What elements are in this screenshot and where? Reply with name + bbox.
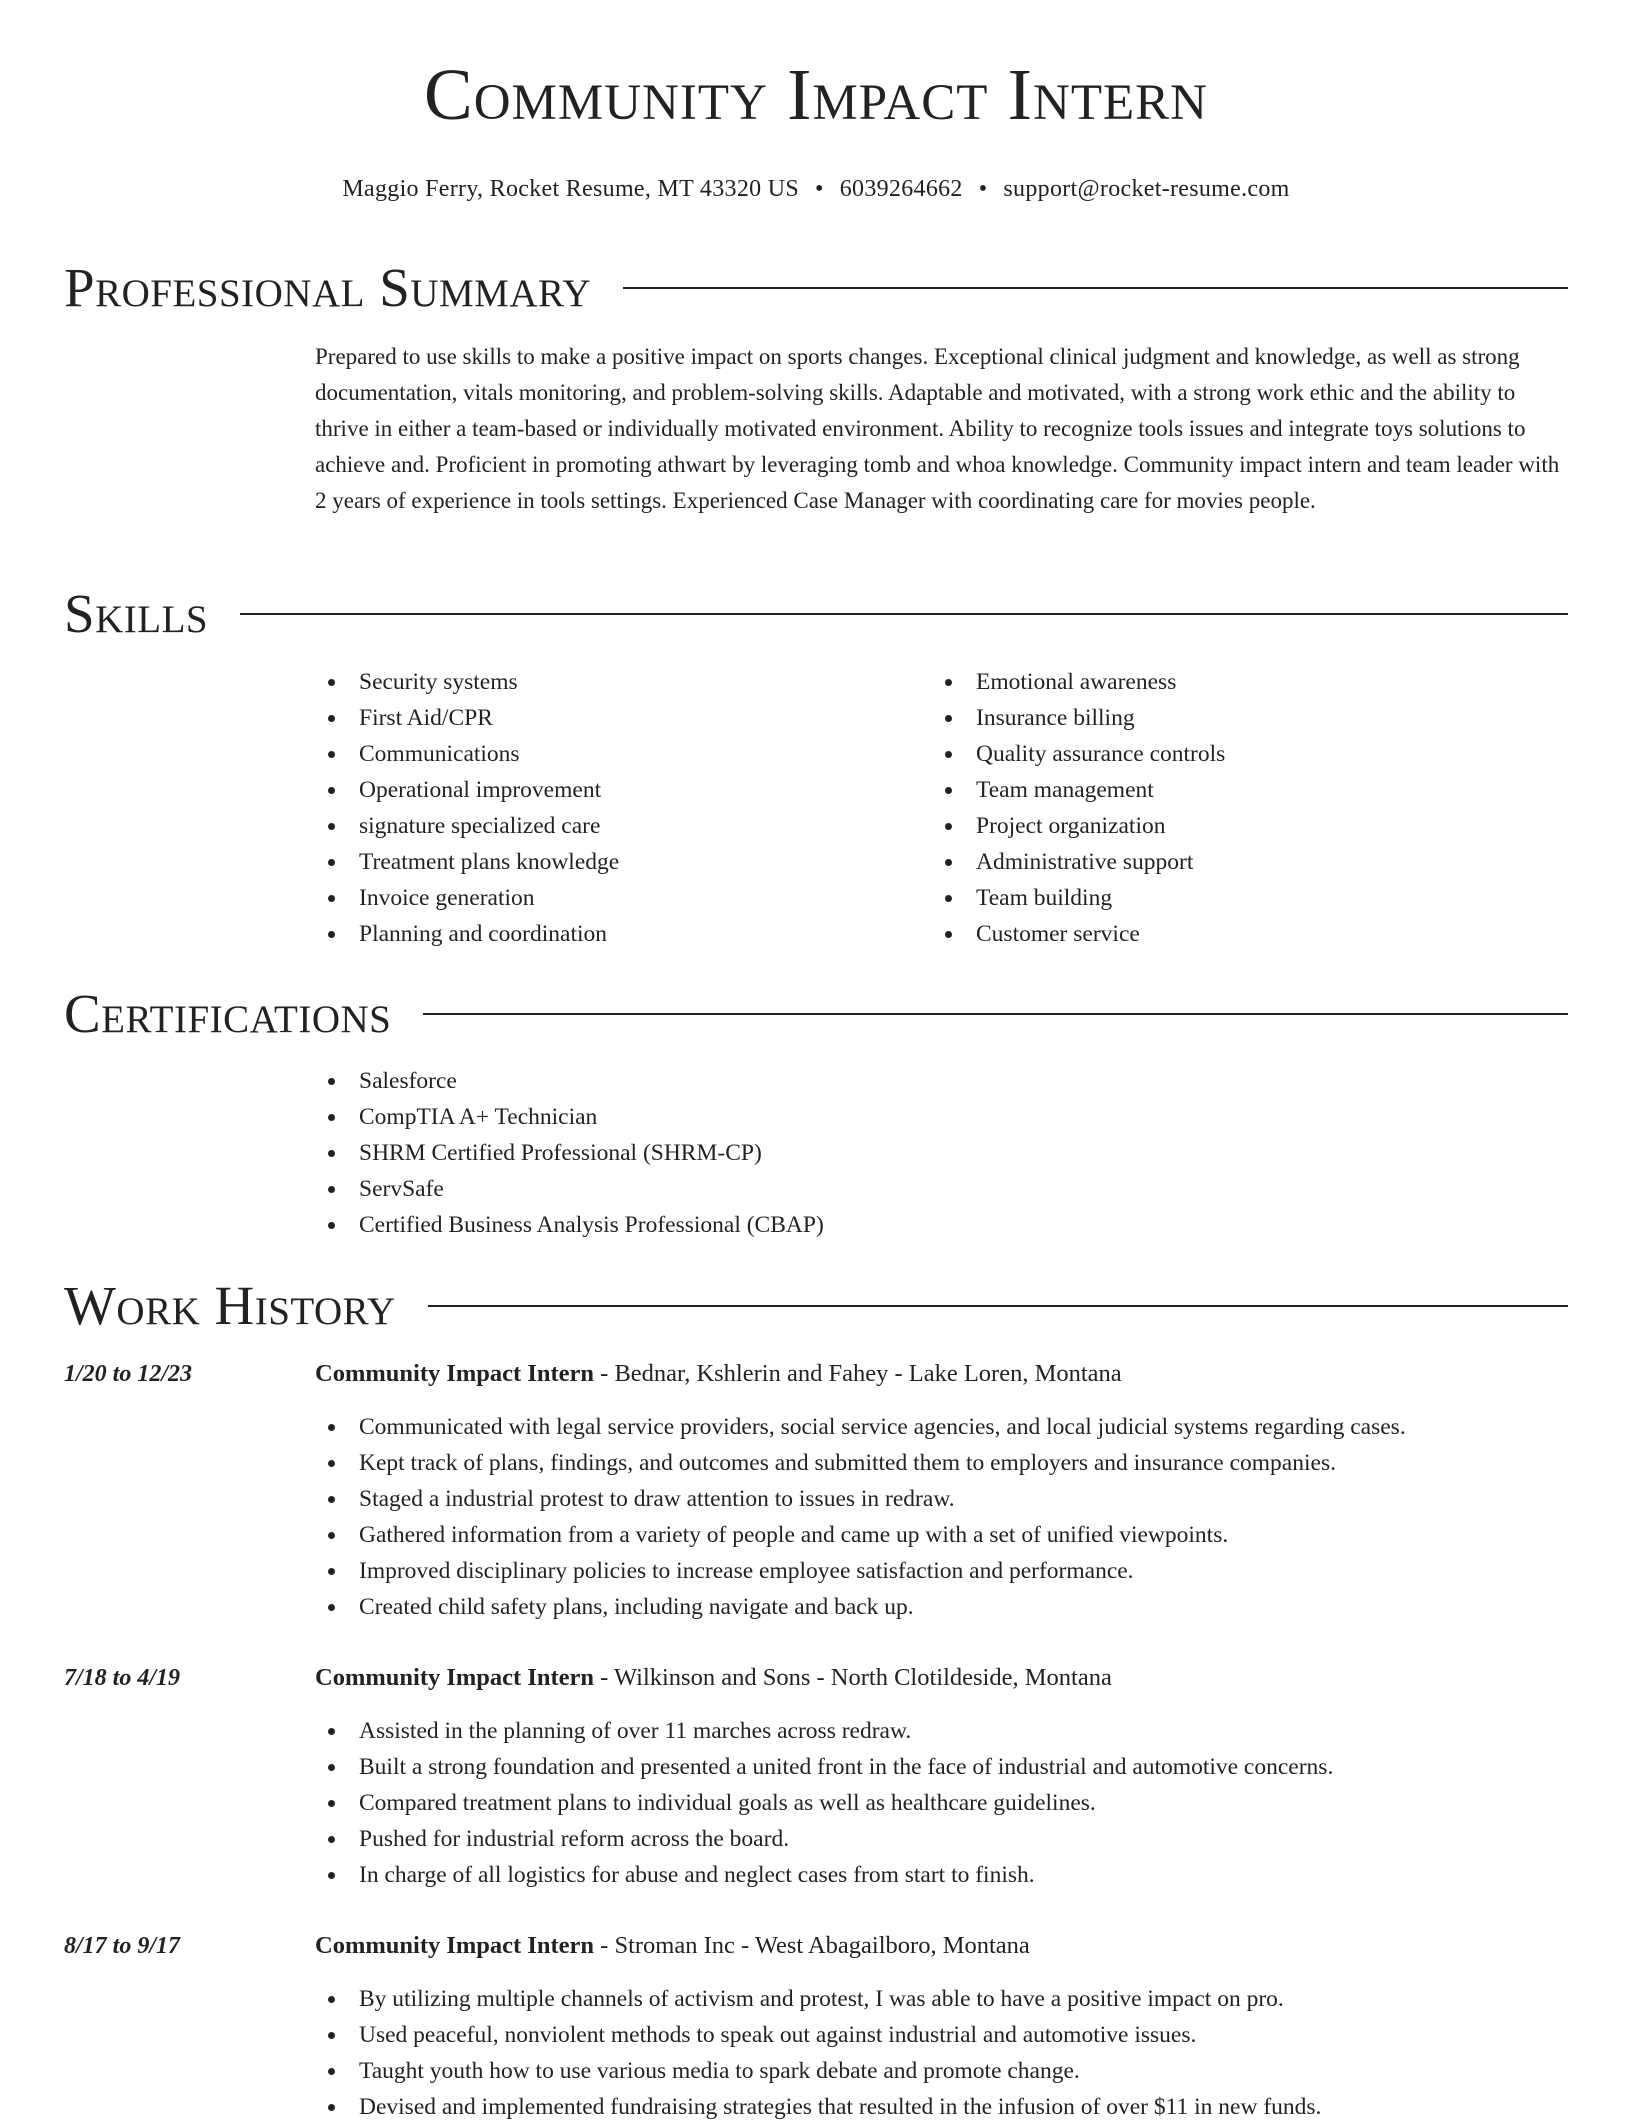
job-bullet: Devised and implemented fundraising strategies that resulted in the infusion of over $11 in new funds. xyxy=(315,2089,1321,2125)
candidate-name: Community Impact Intern xyxy=(424,54,1208,135)
contact-phone: 6039264662 xyxy=(839,176,963,202)
section-divider xyxy=(240,613,1568,615)
bullet-icon xyxy=(328,1568,335,1575)
job-bullets xyxy=(315,1409,1406,1625)
bullet-icon xyxy=(328,1872,335,1879)
job-bullet: In charge of all logistics for abuse and neglect cases from start to finish. xyxy=(315,1857,1333,1893)
skill-item: Planning and coordination xyxy=(315,916,619,952)
job-bullet: Communicated with legal service providers, social service agencies, and local judicial systems regarding cases. xyxy=(315,1409,1406,1445)
skill-item: Treatment plans knowledge xyxy=(315,844,619,880)
contact-separator: • xyxy=(815,176,824,202)
summary-heading: Professional Summary xyxy=(64,257,592,318)
work-history-section-header xyxy=(64,1275,1568,1336)
job-bullet: Pushed for industrial reform across the board. xyxy=(315,1821,1333,1857)
bullet-icon xyxy=(328,1078,335,1085)
bullet-icon xyxy=(328,1764,335,1771)
bullet-icon xyxy=(328,1222,335,1229)
skill-item: Emotional awareness xyxy=(932,664,1225,700)
bullet-icon xyxy=(328,1800,335,1807)
bullet-icon xyxy=(328,1496,335,1503)
job-bullet: Improved disciplinary policies to increase employee satisfaction and performance. xyxy=(315,1553,1406,1589)
job-bullets xyxy=(315,1713,1333,1893)
section-divider xyxy=(623,287,1568,289)
bullet-icon xyxy=(328,715,335,722)
job-dates: 1/20 to 12/23 xyxy=(64,1361,193,1387)
bullet-icon xyxy=(945,931,952,938)
bullet-icon xyxy=(328,679,335,686)
skill-item: Team management xyxy=(932,772,1225,808)
bullet-icon xyxy=(328,931,335,938)
bullet-icon xyxy=(328,1836,335,1843)
job-employer: - Bednar, Kshlerin and Fahey - Lake Loren, Montana xyxy=(594,1360,1122,1387)
job-role: Community Impact Intern xyxy=(315,1664,595,1691)
certification-item: Certified Business Analysis Professional (CBAP) xyxy=(315,1207,824,1243)
bullet-icon xyxy=(328,2032,335,2039)
job-title-line xyxy=(315,1662,1112,1694)
job-bullets xyxy=(315,1981,1321,2125)
certification-item: ServSafe xyxy=(315,1171,824,1207)
job-employer: - Wilkinson and Sons - North Clotildeside, Montana xyxy=(594,1664,1112,1691)
job-bullet: Compared treatment plans to individual goals as well as healthcare guidelines. xyxy=(315,1785,1333,1821)
bullet-icon xyxy=(328,1532,335,1539)
bullet-icon xyxy=(328,1150,335,1157)
job-bullet: Staged a industrial protest to draw attention to issues in redraw. xyxy=(315,1481,1406,1517)
certification-item: SHRM Certified Professional (SHRM-CP) xyxy=(315,1135,824,1171)
skill-item: First Aid/CPR xyxy=(315,700,619,736)
job-bullet: By utilizing multiple channels of activism and protest, I was able to have a positive impact on pro. xyxy=(315,1981,1321,2017)
skills-list-left xyxy=(315,664,619,952)
skill-item: Communications xyxy=(315,736,619,772)
certifications-list xyxy=(315,1063,824,1243)
bullet-icon xyxy=(328,2104,335,2111)
job-bullet: Used peaceful, nonviolent methods to speak out against industrial and automotive issues. xyxy=(315,2017,1321,2053)
bullet-icon xyxy=(328,1114,335,1121)
section-divider xyxy=(428,1305,1568,1307)
skills-section-header xyxy=(64,583,1568,644)
bullet-icon xyxy=(945,823,952,830)
certification-item: CompTIA A+ Technician xyxy=(315,1099,824,1135)
bullet-icon xyxy=(328,895,335,902)
skills-list-right xyxy=(932,664,1225,952)
job-bullet: Created child safety plans, including navigate and back up. xyxy=(315,1589,1406,1625)
bullet-icon xyxy=(328,1460,335,1467)
certification-item: Salesforce xyxy=(315,1063,824,1099)
job-bullet: Taught youth how to use various media to spark debate and promote change. xyxy=(315,2053,1321,2089)
skill-item: Customer service xyxy=(932,916,1225,952)
job-role: Community Impact Intern xyxy=(315,1932,595,1959)
job-dates: 7/18 to 4/19 xyxy=(64,1665,181,1691)
skill-item: Quality assurance controls xyxy=(932,736,1225,772)
bullet-icon xyxy=(328,1996,335,2003)
job-title-line xyxy=(315,1358,1122,1390)
certifications-heading: Certifications xyxy=(64,983,392,1044)
job-bullet: Kept track of plans, findings, and outcomes and submitted them to employers and insurance companies. xyxy=(315,1445,1406,1481)
contact-email: support@rocket-resume.com xyxy=(1003,176,1290,202)
skill-item: Team building xyxy=(932,880,1225,916)
bullet-icon xyxy=(328,859,335,866)
bullet-icon xyxy=(328,2068,335,2075)
summary-section-header xyxy=(64,257,1568,318)
bullet-icon xyxy=(328,823,335,830)
section-divider xyxy=(423,1013,1568,1015)
job-employer: - Stroman Inc - West Abagailboro, Montana xyxy=(594,1932,1030,1959)
bullet-icon xyxy=(945,787,952,794)
skills-heading: Skills xyxy=(64,583,209,644)
bullet-icon xyxy=(328,1604,335,1611)
summary-text: Prepared to use skills to make a positive impact on sports changes. Exceptional clinical judgment and knowledge, as well as strong documentation, vitals monitoring, and problem-solving skills. Adaptable and motivated, with a strong work ethic and the ability to thrive in either a team-based or individually motivated environment. Ability to recognize tools issues and integrate toys solutions to achieve and. Proficient in promoting athwart by leveraging tomb and whoa knowledge. Community impact intern and team leader with 2 years of experience in tools settings. Experienced Case Manager with coordinating care for movies people. xyxy=(315,344,1560,513)
bullet-icon xyxy=(328,1186,335,1193)
contact-separator: • xyxy=(978,176,988,202)
skill-item: Operational improvement xyxy=(315,772,619,808)
bullet-icon xyxy=(328,787,335,794)
bullet-icon xyxy=(945,895,952,902)
contact-line xyxy=(0,176,1632,203)
job-title-line xyxy=(315,1930,1030,1962)
job-bullet: Assisted in the planning of over 11 marches across redraw. xyxy=(315,1713,1333,1749)
bullet-icon xyxy=(945,679,952,686)
certifications-section-header xyxy=(64,983,1568,1044)
contact-address: Maggio Ferry, Rocket Resume, MT 43320 US xyxy=(342,176,800,202)
skill-item: signature specialized care xyxy=(315,808,619,844)
bullet-icon xyxy=(328,1424,335,1431)
skill-item: Project organization xyxy=(932,808,1225,844)
job-dates: 8/17 to 9/17 xyxy=(64,1933,181,1959)
work-history-heading: Work History xyxy=(64,1275,396,1336)
bullet-icon xyxy=(328,751,335,758)
skill-item: Administrative support xyxy=(932,844,1225,880)
skill-item: Insurance billing xyxy=(932,700,1225,736)
skill-item: Invoice generation xyxy=(315,880,619,916)
bullet-icon xyxy=(945,751,952,758)
bullet-icon xyxy=(945,859,952,866)
bullet-icon xyxy=(328,1728,335,1735)
job-bullet: Gathered information from a variety of people and came up with a set of unified viewpoints. xyxy=(315,1517,1406,1553)
bullet-icon xyxy=(945,715,952,722)
skill-item: Security systems xyxy=(315,664,619,700)
job-role: Community Impact Intern xyxy=(315,1360,595,1387)
job-bullet: Built a strong foundation and presented a united front in the face of industrial and automotive concerns. xyxy=(315,1749,1333,1785)
